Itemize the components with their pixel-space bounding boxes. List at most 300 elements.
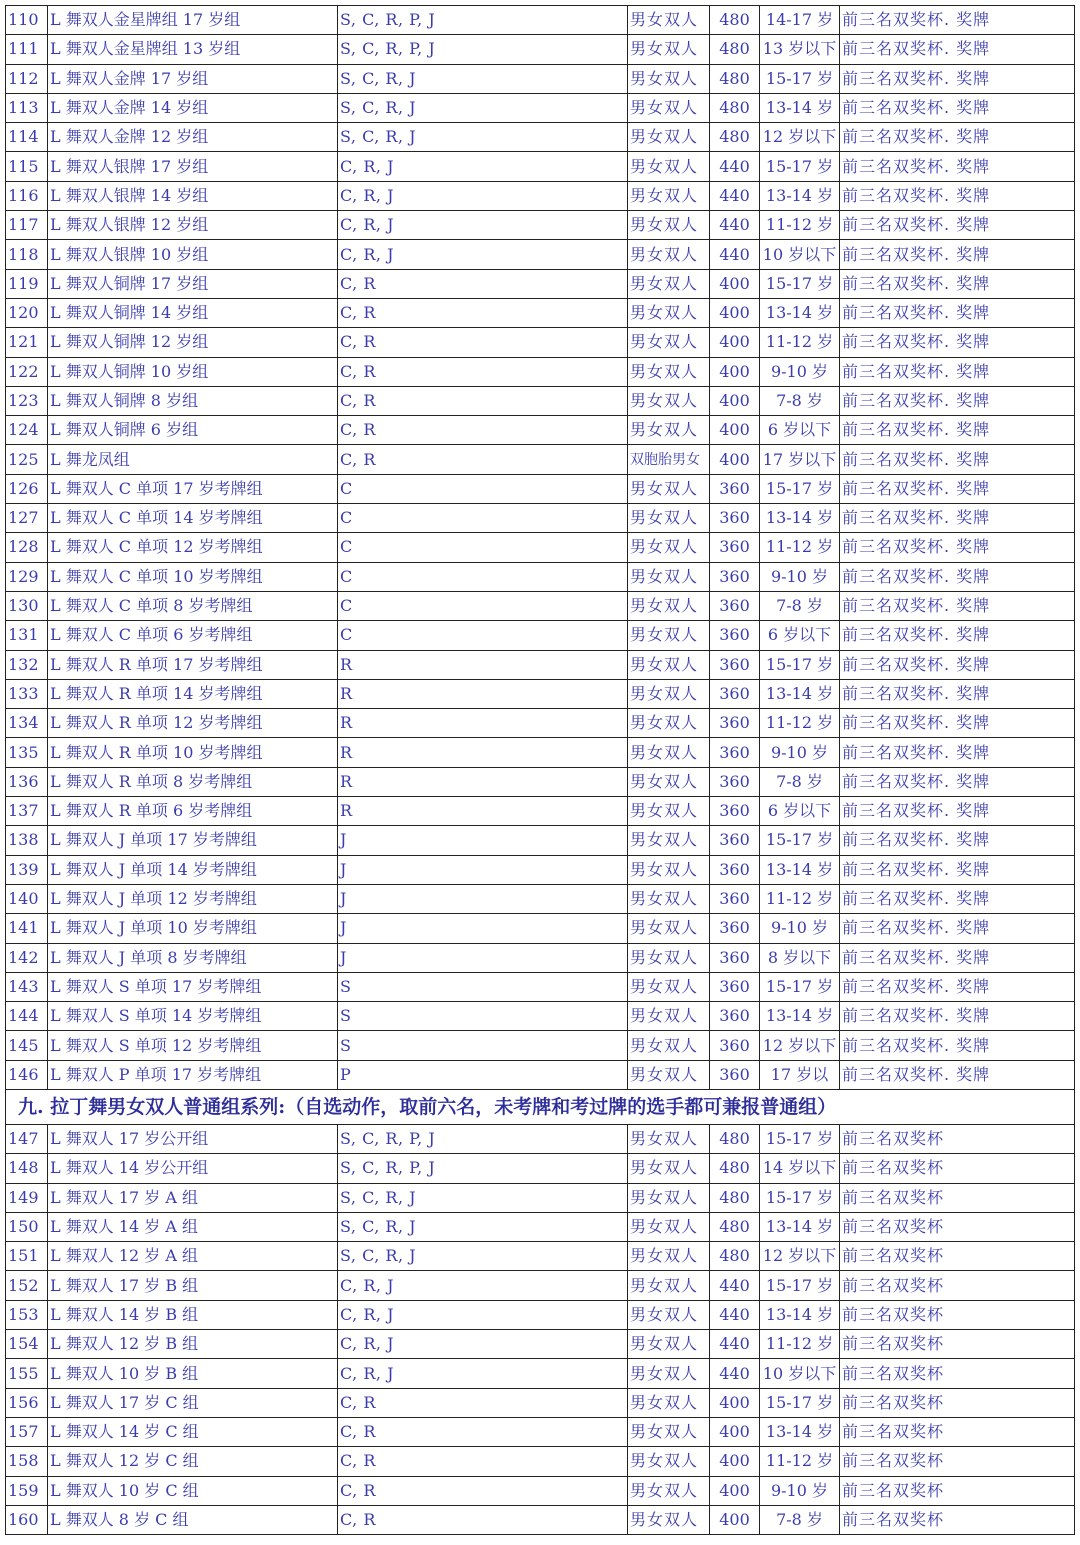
dance-list-cell: C — [338, 533, 628, 562]
row-number-cell: 160 — [6, 1505, 48, 1534]
dance-list-cell: R — [338, 650, 628, 679]
entry-type-cell: 男女双人 — [628, 1031, 710, 1060]
row-number-cell: 153 — [6, 1300, 48, 1329]
age-range-cell: 11-12 岁 — [760, 709, 840, 738]
age-range-cell: 9-10 岁 — [760, 357, 840, 386]
age-range-cell: 15-17 岁 — [760, 972, 840, 1001]
age-range-cell: 14 岁以下 — [760, 1154, 840, 1183]
prize-cell: 前三名双奖杯. 奖牌 — [840, 181, 1075, 210]
dance-list-cell: R — [338, 679, 628, 708]
group-name-cell: L 舞双人 C 单项 8 岁考牌组 — [48, 591, 338, 620]
row-number-cell: 127 — [6, 504, 48, 533]
entry-fee-cell: 440 — [710, 1359, 760, 1388]
prize-cell: 前三名双奖杯. 奖牌 — [840, 64, 1075, 93]
entry-type-cell: 男女双人 — [628, 93, 710, 122]
table-row — [6, 650, 1075, 679]
prize-cell: 前三名双奖杯. 奖牌 — [840, 328, 1075, 357]
age-range-cell: 15-17 岁 — [760, 1183, 840, 1212]
entry-fee-cell: 440 — [710, 152, 760, 181]
dance-list-cell: C, R — [338, 1505, 628, 1534]
table-row — [6, 474, 1075, 503]
prize-cell: 前三名双奖杯 — [840, 1154, 1075, 1183]
dance-list-cell: C — [338, 562, 628, 591]
prize-cell: 前三名双奖杯. 奖牌 — [840, 1002, 1075, 1031]
group-name-cell: L 舞双人铜牌 14 岁组 — [48, 298, 338, 327]
table-row — [6, 357, 1075, 386]
dance-list-cell: C, R — [338, 416, 628, 445]
table-row — [6, 1031, 1075, 1060]
table-row — [6, 328, 1075, 357]
dance-list-cell: J — [338, 914, 628, 943]
table-row — [6, 416, 1075, 445]
prize-cell: 前三名双奖杯. 奖牌 — [840, 855, 1075, 884]
age-range-cell: 13-14 岁 — [760, 1212, 840, 1241]
prize-cell: 前三名双奖杯. 奖牌 — [840, 211, 1075, 240]
group-name-cell: L 舞双人 S 单项 14 岁考牌组 — [48, 1002, 338, 1031]
group-name-cell: L 舞双人铜牌 8 岁组 — [48, 386, 338, 415]
age-range-cell: 9-10 岁 — [760, 1476, 840, 1505]
dance-list-cell: C — [338, 591, 628, 620]
group-name-cell: L 舞双人 14 岁 A 组 — [48, 1212, 338, 1241]
entry-type-cell: 男女双人 — [628, 240, 710, 269]
entry-type-cell: 男女双人 — [628, 504, 710, 533]
entry-type-cell: 男女双人 — [628, 1124, 710, 1153]
age-range-cell: 13-14 岁 — [760, 679, 840, 708]
entry-fee-cell: 400 — [710, 1447, 760, 1476]
entry-type-cell: 男女双人 — [628, 1330, 710, 1359]
entry-fee-cell: 480 — [710, 64, 760, 93]
dance-list-cell: S, C, R, P, J — [338, 35, 628, 64]
dance-list-cell: S, C, R, J — [338, 1183, 628, 1212]
age-range-cell: 13-14 岁 — [760, 855, 840, 884]
table-row — [6, 6, 1075, 35]
dance-list-cell: C, R — [338, 357, 628, 386]
dance-list-cell: S, C, R, J — [338, 1242, 628, 1271]
group-name-cell: L 舞双人 C 单项 10 岁考牌组 — [48, 562, 338, 591]
row-number-cell: 125 — [6, 445, 48, 474]
age-range-cell: 15-17 岁 — [760, 269, 840, 298]
dance-list-cell: C, R — [338, 298, 628, 327]
entry-type-cell: 男女双人 — [628, 6, 710, 35]
prize-cell: 前三名双奖杯 — [840, 1417, 1075, 1446]
table-row — [6, 1330, 1075, 1359]
dance-list-cell: C, R, J — [338, 1271, 628, 1300]
table-row — [6, 386, 1075, 415]
age-range-cell: 15-17 岁 — [760, 826, 840, 855]
table-row — [6, 1124, 1075, 1153]
dance-list-cell: R — [338, 797, 628, 826]
age-range-cell: 13-14 岁 — [760, 181, 840, 210]
prize-cell: 前三名双奖杯. 奖牌 — [840, 738, 1075, 767]
entry-type-cell: 男女双人 — [628, 943, 710, 972]
table-row — [6, 35, 1075, 64]
table-row — [6, 1476, 1075, 1505]
dance-list-cell: S, C, R, J — [338, 64, 628, 93]
prize-cell: 前三名双奖杯 — [840, 1476, 1075, 1505]
row-number-cell: 116 — [6, 181, 48, 210]
prize-cell: 前三名双奖杯 — [840, 1388, 1075, 1417]
entry-fee-cell: 480 — [710, 35, 760, 64]
dance-list-cell: C, R, J — [338, 240, 628, 269]
group-name-cell: L 舞双人 R 单项 8 岁考牌组 — [48, 767, 338, 796]
entry-type-cell: 男女双人 — [628, 416, 710, 445]
group-name-cell: L 舞双人 C 单项 14 岁考牌组 — [48, 504, 338, 533]
row-number-cell: 124 — [6, 416, 48, 445]
group-name-cell: L 舞双人金牌 12 岁组 — [48, 123, 338, 152]
dance-list-cell: C, R — [338, 445, 628, 474]
dance-list-cell: C, R — [338, 386, 628, 415]
prize-cell: 前三名双奖杯. 奖牌 — [840, 914, 1075, 943]
group-name-cell: L 舞双人银牌 14 岁组 — [48, 181, 338, 210]
table-row — [6, 797, 1075, 826]
prize-cell: 前三名双奖杯 — [840, 1359, 1075, 1388]
age-range-cell: 11-12 岁 — [760, 211, 840, 240]
section-heading: 九. 拉丁舞男女双人普通组系列:（自选动作，取前六名，未考牌和考过牌的选手都可兼报普通组） — [6, 1089, 1075, 1124]
table-body-part1 — [6, 6, 1075, 1090]
prize-cell: 前三名双奖杯. 奖牌 — [840, 504, 1075, 533]
table-row — [6, 1212, 1075, 1241]
prize-cell: 前三名双奖杯. 奖牌 — [840, 386, 1075, 415]
entry-fee-cell: 440 — [710, 211, 760, 240]
group-name-cell: L 舞双人铜牌 6 岁组 — [48, 416, 338, 445]
group-name-cell: L 舞双人 R 单项 14 岁考牌组 — [48, 679, 338, 708]
entry-type-cell: 男女双人 — [628, 64, 710, 93]
age-range-cell: 8 岁以下 — [760, 943, 840, 972]
entry-type-cell: 男女双人 — [628, 1505, 710, 1534]
prize-cell: 前三名双奖杯. 奖牌 — [840, 445, 1075, 474]
age-range-cell: 7-8 岁 — [760, 1505, 840, 1534]
prize-cell: 前三名双奖杯 — [840, 1124, 1075, 1153]
entry-type-cell: 男女双人 — [628, 797, 710, 826]
group-name-cell: L 舞双人 R 单项 6 岁考牌组 — [48, 797, 338, 826]
entry-type-cell: 男女双人 — [628, 1242, 710, 1271]
entry-fee-cell: 400 — [710, 1476, 760, 1505]
row-number-cell: 147 — [6, 1124, 48, 1153]
table-row — [6, 1388, 1075, 1417]
table-row — [6, 767, 1075, 796]
group-name-cell: L 舞双人 P 单项 17 岁考牌组 — [48, 1060, 338, 1089]
age-range-cell: 10 岁以下 — [760, 1359, 840, 1388]
entry-type-cell: 男女双人 — [628, 709, 710, 738]
table-row — [6, 621, 1075, 650]
dance-list-cell: J — [338, 826, 628, 855]
entry-type-cell: 男女双人 — [628, 181, 710, 210]
entry-fee-cell: 360 — [710, 826, 760, 855]
age-range-cell: 9-10 岁 — [760, 738, 840, 767]
group-name-cell: L 舞双人 R 单项 10 岁考牌组 — [48, 738, 338, 767]
entry-type-cell: 男女双人 — [628, 1212, 710, 1241]
entry-fee-cell: 360 — [710, 972, 760, 1001]
table-row — [6, 1060, 1075, 1089]
age-range-cell: 14-17 岁 — [760, 6, 840, 35]
table-row — [6, 211, 1075, 240]
prize-cell: 前三名双奖杯. 奖牌 — [840, 269, 1075, 298]
entry-type-cell: 男女双人 — [628, 298, 710, 327]
entry-fee-cell: 440 — [710, 240, 760, 269]
age-range-cell: 15-17 岁 — [760, 650, 840, 679]
table-row — [6, 123, 1075, 152]
row-number-cell: 149 — [6, 1183, 48, 1212]
entry-fee-cell: 480 — [710, 1124, 760, 1153]
table-row — [6, 181, 1075, 210]
group-name-cell: L 舞双人银牌 17 岁组 — [48, 152, 338, 181]
age-range-cell: 12 岁以下 — [760, 1031, 840, 1060]
entry-type-cell: 男女双人 — [628, 679, 710, 708]
age-range-cell: 15-17 岁 — [760, 474, 840, 503]
entry-fee-cell: 400 — [710, 328, 760, 357]
entry-type-cell: 男女双人 — [628, 357, 710, 386]
age-range-cell: 13-14 岁 — [760, 1002, 840, 1031]
group-name-cell: L 舞双人 17 岁 C 组 — [48, 1388, 338, 1417]
row-number-cell: 137 — [6, 797, 48, 826]
group-name-cell: L 舞双人 J 单项 12 岁考牌组 — [48, 884, 338, 913]
entry-fee-cell: 360 — [710, 474, 760, 503]
age-range-cell: 6 岁以下 — [760, 797, 840, 826]
prize-cell: 前三名双奖杯. 奖牌 — [840, 679, 1075, 708]
entry-fee-cell: 400 — [710, 269, 760, 298]
age-range-cell: 13-14 岁 — [760, 93, 840, 122]
entry-fee-cell: 480 — [710, 1183, 760, 1212]
prize-cell: 前三名双奖杯. 奖牌 — [840, 562, 1075, 591]
dance-list-cell: C, R, J — [338, 1359, 628, 1388]
prize-cell: 前三名双奖杯. 奖牌 — [840, 591, 1075, 620]
table-row — [6, 943, 1075, 972]
entry-type-cell: 男女双人 — [628, 1154, 710, 1183]
row-number-cell: 111 — [6, 35, 48, 64]
entry-fee-cell: 400 — [710, 416, 760, 445]
prize-cell: 前三名双奖杯 — [840, 1212, 1075, 1241]
entry-type-cell: 男女双人 — [628, 738, 710, 767]
entry-fee-cell: 440 — [710, 1330, 760, 1359]
table-row — [6, 709, 1075, 738]
prize-cell: 前三名双奖杯. 奖牌 — [840, 650, 1075, 679]
prize-cell: 前三名双奖杯. 奖牌 — [840, 826, 1075, 855]
group-name-cell: L 舞双人银牌 12 岁组 — [48, 211, 338, 240]
age-range-cell: 11-12 岁 — [760, 1330, 840, 1359]
dance-list-cell: S, C, R, P, J — [338, 6, 628, 35]
row-number-cell: 152 — [6, 1271, 48, 1300]
age-range-cell: 11-12 岁 — [760, 328, 840, 357]
table-row — [6, 64, 1075, 93]
group-name-cell: L 舞双人 R 单项 12 岁考牌组 — [48, 709, 338, 738]
table-row — [6, 240, 1075, 269]
dance-list-cell: C — [338, 504, 628, 533]
age-range-cell: 13-14 岁 — [760, 504, 840, 533]
row-number-cell: 130 — [6, 591, 48, 620]
competition-table — [5, 5, 1075, 1535]
entry-fee-cell: 400 — [710, 357, 760, 386]
age-range-cell: 13-14 岁 — [760, 1417, 840, 1446]
dance-list-cell: C, R, J — [338, 211, 628, 240]
row-number-cell: 135 — [6, 738, 48, 767]
age-range-cell: 7-8 岁 — [760, 591, 840, 620]
row-number-cell: 128 — [6, 533, 48, 562]
table-row — [6, 826, 1075, 855]
row-number-cell: 144 — [6, 1002, 48, 1031]
age-range-cell: 12 岁以下 — [760, 1242, 840, 1271]
entry-fee-cell: 360 — [710, 943, 760, 972]
row-number-cell: 155 — [6, 1359, 48, 1388]
age-range-cell: 13 岁以下 — [760, 35, 840, 64]
table-row — [6, 679, 1075, 708]
dance-list-cell: C — [338, 474, 628, 503]
row-number-cell: 120 — [6, 298, 48, 327]
entry-fee-cell: 480 — [710, 1212, 760, 1241]
dance-list-cell: C, R, J — [338, 1300, 628, 1329]
group-name-cell: L 舞双人 S 单项 17 岁考牌组 — [48, 972, 338, 1001]
row-number-cell: 133 — [6, 679, 48, 708]
row-number-cell: 118 — [6, 240, 48, 269]
prize-cell: 前三名双奖杯. 奖牌 — [840, 709, 1075, 738]
entry-fee-cell: 400 — [710, 1505, 760, 1534]
dance-list-cell: C, R, J — [338, 152, 628, 181]
table-row — [6, 1183, 1075, 1212]
prize-cell: 前三名双奖杯 — [840, 1242, 1075, 1271]
table-row — [6, 1505, 1075, 1534]
age-range-cell: 9-10 岁 — [760, 562, 840, 591]
row-number-cell: 110 — [6, 6, 48, 35]
table-row — [6, 504, 1075, 533]
table-row — [6, 93, 1075, 122]
entry-fee-cell: 400 — [710, 386, 760, 415]
dance-list-cell: J — [338, 855, 628, 884]
row-number-cell: 154 — [6, 1330, 48, 1359]
entry-type-cell: 男女双人 — [628, 35, 710, 64]
table-row — [6, 1359, 1075, 1388]
row-number-cell: 150 — [6, 1212, 48, 1241]
age-range-cell: 15-17 岁 — [760, 1124, 840, 1153]
entry-fee-cell: 360 — [710, 914, 760, 943]
row-number-cell: 122 — [6, 357, 48, 386]
table-row — [6, 972, 1075, 1001]
entry-fee-cell: 360 — [710, 709, 760, 738]
dance-list-cell: S, C, R, J — [338, 123, 628, 152]
table-row — [6, 445, 1075, 474]
table-row — [6, 914, 1075, 943]
group-name-cell: L 舞双人 17 岁公开组 — [48, 1124, 338, 1153]
entry-fee-cell: 360 — [710, 797, 760, 826]
group-name-cell: L 舞双人 J 单项 17 岁考牌组 — [48, 826, 338, 855]
age-range-cell: 17 岁以下 — [760, 445, 840, 474]
group-name-cell: L 舞双人 J 单项 10 岁考牌组 — [48, 914, 338, 943]
dance-list-cell: C, R, J — [338, 181, 628, 210]
prize-cell: 前三名双奖杯 — [840, 1447, 1075, 1476]
entry-type-cell: 男女双人 — [628, 855, 710, 884]
table-row — [6, 738, 1075, 767]
row-number-cell: 157 — [6, 1417, 48, 1446]
row-number-cell: 112 — [6, 64, 48, 93]
row-number-cell: 158 — [6, 1447, 48, 1476]
group-name-cell: L 舞双人 8 岁 C 组 — [48, 1505, 338, 1534]
table-row — [6, 1154, 1075, 1183]
entry-type-cell: 男女双人 — [628, 1271, 710, 1300]
group-name-cell: L 舞双人 14 岁公开组 — [48, 1154, 338, 1183]
entry-type-cell: 男女双人 — [628, 1060, 710, 1089]
age-range-cell: 9-10 岁 — [760, 914, 840, 943]
entry-fee-cell: 440 — [710, 181, 760, 210]
dance-list-cell: C, R — [338, 1417, 628, 1446]
entry-type-cell: 男女双人 — [628, 1388, 710, 1417]
table-row — [6, 1271, 1075, 1300]
prize-cell: 前三名双奖杯 — [840, 1183, 1075, 1212]
prize-cell: 前三名双奖杯. 奖牌 — [840, 298, 1075, 327]
dance-list-cell: C, R — [338, 269, 628, 298]
age-range-cell: 15-17 岁 — [760, 1388, 840, 1417]
row-number-cell: 141 — [6, 914, 48, 943]
entry-fee-cell: 480 — [710, 93, 760, 122]
row-number-cell: 148 — [6, 1154, 48, 1183]
prize-cell: 前三名双奖杯. 奖牌 — [840, 1060, 1075, 1089]
group-name-cell: L 舞双人铜牌 12 岁组 — [48, 328, 338, 357]
entry-fee-cell: 360 — [710, 767, 760, 796]
dance-list-cell: C, R — [338, 328, 628, 357]
row-number-cell: 151 — [6, 1242, 48, 1271]
dance-list-cell: C, R, J — [338, 1330, 628, 1359]
row-number-cell: 132 — [6, 650, 48, 679]
dance-list-cell: C, R — [338, 1447, 628, 1476]
row-number-cell: 126 — [6, 474, 48, 503]
prize-cell: 前三名双奖杯. 奖牌 — [840, 6, 1075, 35]
age-range-cell: 7-8 岁 — [760, 386, 840, 415]
entry-fee-cell: 360 — [710, 1060, 760, 1089]
group-name-cell: L 舞双人金星牌组 13 岁组 — [48, 35, 338, 64]
dance-list-cell: S — [338, 1002, 628, 1031]
dance-list-cell: C — [338, 621, 628, 650]
group-name-cell: L 舞双人 12 岁 B 组 — [48, 1330, 338, 1359]
dance-list-cell: S, C, R, P, J — [338, 1124, 628, 1153]
group-name-cell: L 舞双人 10 岁 C 组 — [48, 1476, 338, 1505]
age-range-cell: 15-17 岁 — [760, 1271, 840, 1300]
entry-fee-cell: 480 — [710, 6, 760, 35]
age-range-cell: 6 岁以下 — [760, 621, 840, 650]
entry-fee-cell: 400 — [710, 1388, 760, 1417]
group-name-cell: L 舞双人 S 单项 12 岁考牌组 — [48, 1031, 338, 1060]
group-name-cell: L 舞双人 17 岁 A 组 — [48, 1183, 338, 1212]
entry-fee-cell: 400 — [710, 1417, 760, 1446]
prize-cell: 前三名双奖杯. 奖牌 — [840, 240, 1075, 269]
age-range-cell: 10 岁以下 — [760, 240, 840, 269]
entry-fee-cell: 360 — [710, 504, 760, 533]
row-number-cell: 146 — [6, 1060, 48, 1089]
entry-type-cell: 男女双人 — [628, 884, 710, 913]
table-row — [6, 855, 1075, 884]
group-name-cell: L 舞双人铜牌 10 岁组 — [48, 357, 338, 386]
dance-list-cell: R — [338, 709, 628, 738]
row-number-cell: 123 — [6, 386, 48, 415]
dance-list-cell: S — [338, 1031, 628, 1060]
prize-cell: 前三名双奖杯. 奖牌 — [840, 533, 1075, 562]
table-row — [6, 1002, 1075, 1031]
entry-type-cell: 男女双人 — [628, 386, 710, 415]
entry-type-cell: 男女双人 — [628, 1183, 710, 1212]
table-row — [6, 269, 1075, 298]
entry-fee-cell: 360 — [710, 855, 760, 884]
group-name-cell: L 舞双人 14 岁 C 组 — [48, 1417, 338, 1446]
row-number-cell: 139 — [6, 855, 48, 884]
age-range-cell: 11-12 岁 — [760, 884, 840, 913]
group-name-cell: L 舞双人 J 单项 8 岁考牌组 — [48, 943, 338, 972]
table-row — [6, 591, 1075, 620]
prize-cell: 前三名双奖杯 — [840, 1300, 1075, 1329]
entry-fee-cell: 360 — [710, 650, 760, 679]
entry-type-cell: 男女双人 — [628, 474, 710, 503]
row-number-cell: 159 — [6, 1476, 48, 1505]
entry-type-cell: 男女双人 — [628, 767, 710, 796]
group-name-cell: L 舞双人 12 岁 A 组 — [48, 1242, 338, 1271]
table-row — [6, 884, 1075, 913]
prize-cell: 前三名双奖杯 — [840, 1330, 1075, 1359]
prize-cell: 前三名双奖杯. 奖牌 — [840, 621, 1075, 650]
